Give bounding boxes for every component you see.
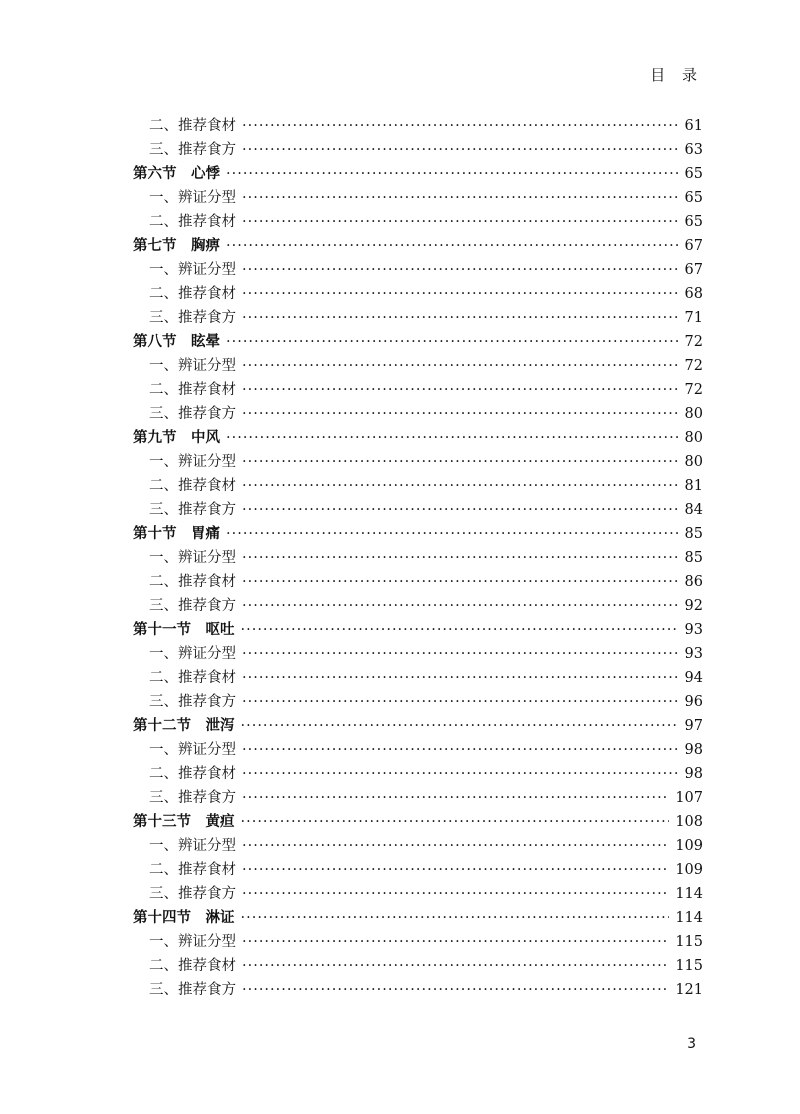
table-of-contents (133, 114, 703, 1002)
dot-leader (242, 858, 669, 882)
toc-subsection-entry[interactable] (133, 354, 703, 378)
toc-entry-page: 67 (684, 262, 703, 278)
dot-leader (242, 378, 679, 402)
dot-leader (242, 786, 669, 810)
dot-leader (242, 882, 669, 906)
dot-leader (242, 834, 669, 858)
dot-leader (242, 474, 679, 498)
toc-subsection-entry[interactable] (133, 498, 703, 522)
toc-entry-title: 一、辨证分型 (149, 742, 236, 758)
toc-entry-page: 61 (684, 118, 703, 134)
dot-leader (242, 690, 679, 714)
toc-section-entry[interactable] (133, 162, 703, 186)
toc-entry-page: 93 (684, 646, 703, 662)
toc-entry-title: 三、推荐食方 (149, 310, 236, 326)
toc-entry-page: 96 (684, 694, 703, 710)
toc-subsection-entry[interactable] (133, 546, 703, 570)
toc-subsection-entry[interactable] (133, 954, 703, 978)
toc-entry-title: 二、推荐食材 (149, 118, 236, 134)
dot-leader (242, 954, 669, 978)
toc-subsection-entry[interactable] (133, 450, 703, 474)
toc-entry-title: 第七节 胸痹 (133, 237, 220, 254)
toc-subsection-entry[interactable] (133, 474, 703, 498)
toc-subsection-entry[interactable] (133, 882, 703, 906)
dot-leader (242, 186, 679, 210)
dot-leader (242, 642, 679, 666)
dot-leader (226, 522, 679, 546)
toc-subsection-entry[interactable] (133, 114, 703, 138)
toc-section-entry[interactable] (133, 810, 703, 834)
toc-entry-title: 第十四节 淋证 (133, 909, 235, 926)
dot-leader (242, 354, 679, 378)
toc-entry-page: 72 (684, 334, 703, 350)
toc-entry-page: 86 (684, 574, 703, 590)
toc-subsection-entry[interactable] (133, 258, 703, 282)
toc-entry-title: 二、推荐食材 (149, 478, 236, 494)
toc-entry-page: 84 (684, 502, 703, 518)
toc-entry-page: 72 (684, 382, 703, 398)
toc-entry-title: 二、推荐食材 (149, 958, 236, 974)
toc-section-entry[interactable] (133, 426, 703, 450)
toc-entry-page: 98 (684, 766, 703, 782)
toc-entry-page: 92 (684, 598, 703, 614)
dot-leader (242, 498, 679, 522)
toc-entry-page: 114 (675, 886, 703, 902)
toc-entry-page: 68 (684, 286, 703, 302)
toc-entry-title: 三、推荐食方 (149, 406, 236, 422)
toc-entry-page: 97 (684, 718, 703, 734)
toc-entry-title: 三、推荐食方 (149, 982, 236, 998)
toc-entry-title: 二、推荐食材 (149, 766, 236, 782)
toc-entry-title: 三、推荐食方 (149, 886, 236, 902)
toc-subsection-entry[interactable] (133, 282, 703, 306)
toc-entry-page: 114 (675, 910, 703, 926)
toc-subsection-entry[interactable] (133, 306, 703, 330)
dot-leader (242, 978, 669, 1002)
toc-entry-page: 65 (684, 214, 703, 230)
toc-subsection-entry[interactable] (133, 978, 703, 1002)
dot-leader (242, 306, 679, 330)
toc-subsection-entry[interactable] (133, 402, 703, 426)
toc-entry-title: 第八节 眩晕 (133, 333, 220, 350)
toc-entry-page: 71 (684, 310, 703, 326)
toc-entry-page: 67 (684, 238, 703, 254)
dot-leader (242, 594, 679, 618)
dot-leader (242, 930, 669, 954)
dot-leader (242, 210, 679, 234)
toc-entry-page: 108 (675, 814, 703, 830)
dot-leader (242, 114, 679, 138)
dot-leader (242, 546, 679, 570)
toc-entry-page: 107 (675, 790, 703, 806)
toc-entry-title: 一、辨证分型 (149, 190, 236, 206)
dot-leader (242, 762, 679, 786)
dot-leader (226, 426, 679, 450)
toc-entry-title: 二、推荐食材 (149, 382, 236, 398)
toc-subsection-entry[interactable] (133, 570, 703, 594)
toc-entry-title: 一、辨证分型 (149, 550, 236, 566)
toc-entry-title: 三、推荐食方 (149, 502, 236, 518)
running-header: 目 录 (650, 66, 703, 84)
toc-entry-title: 一、辨证分型 (149, 358, 236, 374)
dot-leader (242, 738, 679, 762)
page-number: 3 (687, 1036, 696, 1052)
dot-leader (242, 402, 679, 426)
toc-entry-page: 115 (675, 958, 703, 974)
toc-subsection-entry[interactable] (133, 138, 703, 162)
toc-subsection-entry[interactable] (133, 834, 703, 858)
toc-entry-page: 65 (684, 190, 703, 206)
toc-subsection-entry[interactable] (133, 690, 703, 714)
toc-entry-title: 一、辨证分型 (149, 934, 236, 950)
toc-entry-page: 121 (675, 982, 703, 998)
toc-entry-title: 第十一节 呕吐 (133, 621, 235, 638)
toc-entry-title: 三、推荐食方 (149, 598, 236, 614)
dot-leader (226, 234, 679, 258)
toc-entry-page: 85 (684, 550, 703, 566)
dot-leader (226, 330, 679, 354)
toc-entry-title: 一、辨证分型 (149, 262, 236, 278)
toc-entry-page: 72 (684, 358, 703, 374)
dot-leader (242, 138, 679, 162)
dot-leader (242, 570, 679, 594)
toc-entry-title: 三、推荐食方 (149, 142, 236, 158)
dot-leader (242, 666, 679, 690)
toc-subsection-entry[interactable] (133, 378, 703, 402)
toc-entry-title: 二、推荐食材 (149, 574, 236, 590)
toc-section-entry[interactable] (133, 618, 703, 642)
toc-subsection-entry[interactable] (133, 594, 703, 618)
toc-section-entry[interactable] (133, 714, 703, 738)
toc-entry-page: 65 (684, 166, 703, 182)
toc-entry-page: 81 (684, 478, 703, 494)
toc-subsection-entry[interactable] (133, 786, 703, 810)
toc-subsection-entry[interactable] (133, 762, 703, 786)
toc-section-entry[interactable] (133, 522, 703, 546)
toc-entry-page: 85 (684, 526, 703, 542)
dot-leader (242, 450, 679, 474)
toc-entry-page: 109 (675, 838, 703, 854)
dot-leader (241, 714, 679, 738)
toc-section-entry[interactable] (133, 234, 703, 258)
dot-leader (226, 162, 679, 186)
toc-entry-title: 二、推荐食材 (149, 214, 236, 230)
toc-entry-title: 第六节 心悸 (133, 165, 220, 182)
dot-leader (241, 906, 670, 930)
toc-subsection-entry[interactable] (133, 930, 703, 954)
toc-subsection-entry[interactable] (133, 738, 703, 762)
toc-section-entry[interactable] (133, 906, 703, 930)
toc-entry-title: 二、推荐食材 (149, 670, 236, 686)
toc-entry-page: 63 (684, 142, 703, 158)
dot-leader (242, 258, 679, 282)
toc-entry-title: 第十三节 黄疸 (133, 813, 235, 830)
toc-entry-title: 二、推荐食材 (149, 862, 236, 878)
dot-leader (241, 810, 670, 834)
toc-subsection-entry[interactable] (133, 666, 703, 690)
toc-entry-title: 三、推荐食方 (149, 790, 236, 806)
toc-entry-title: 一、辨证分型 (149, 454, 236, 470)
toc-subsection-entry[interactable] (133, 186, 703, 210)
toc-entry-page: 109 (675, 862, 703, 878)
toc-entry-page: 94 (684, 670, 703, 686)
toc-entry-title: 一、辨证分型 (149, 838, 236, 854)
toc-section-entry[interactable] (133, 330, 703, 354)
toc-entry-page: 80 (684, 454, 703, 470)
toc-entry-title: 三、推荐食方 (149, 694, 236, 710)
toc-entry-title: 第十节 胃痛 (133, 525, 220, 542)
toc-entry-page: 80 (684, 430, 703, 446)
toc-subsection-entry[interactable] (133, 642, 703, 666)
toc-entry-title: 第九节 中风 (133, 429, 220, 446)
toc-entry-page: 98 (684, 742, 703, 758)
toc-entry-title: 一、辨证分型 (149, 646, 236, 662)
dot-leader (242, 282, 679, 306)
toc-subsection-entry[interactable] (133, 858, 703, 882)
toc-entry-page: 80 (684, 406, 703, 422)
toc-entry-title: 第十二节 泄泻 (133, 717, 235, 734)
dot-leader (241, 618, 679, 642)
toc-entry-title: 二、推荐食材 (149, 286, 236, 302)
toc-entry-page: 93 (684, 622, 703, 638)
toc-entry-page: 115 (675, 934, 703, 950)
toc-subsection-entry[interactable] (133, 210, 703, 234)
